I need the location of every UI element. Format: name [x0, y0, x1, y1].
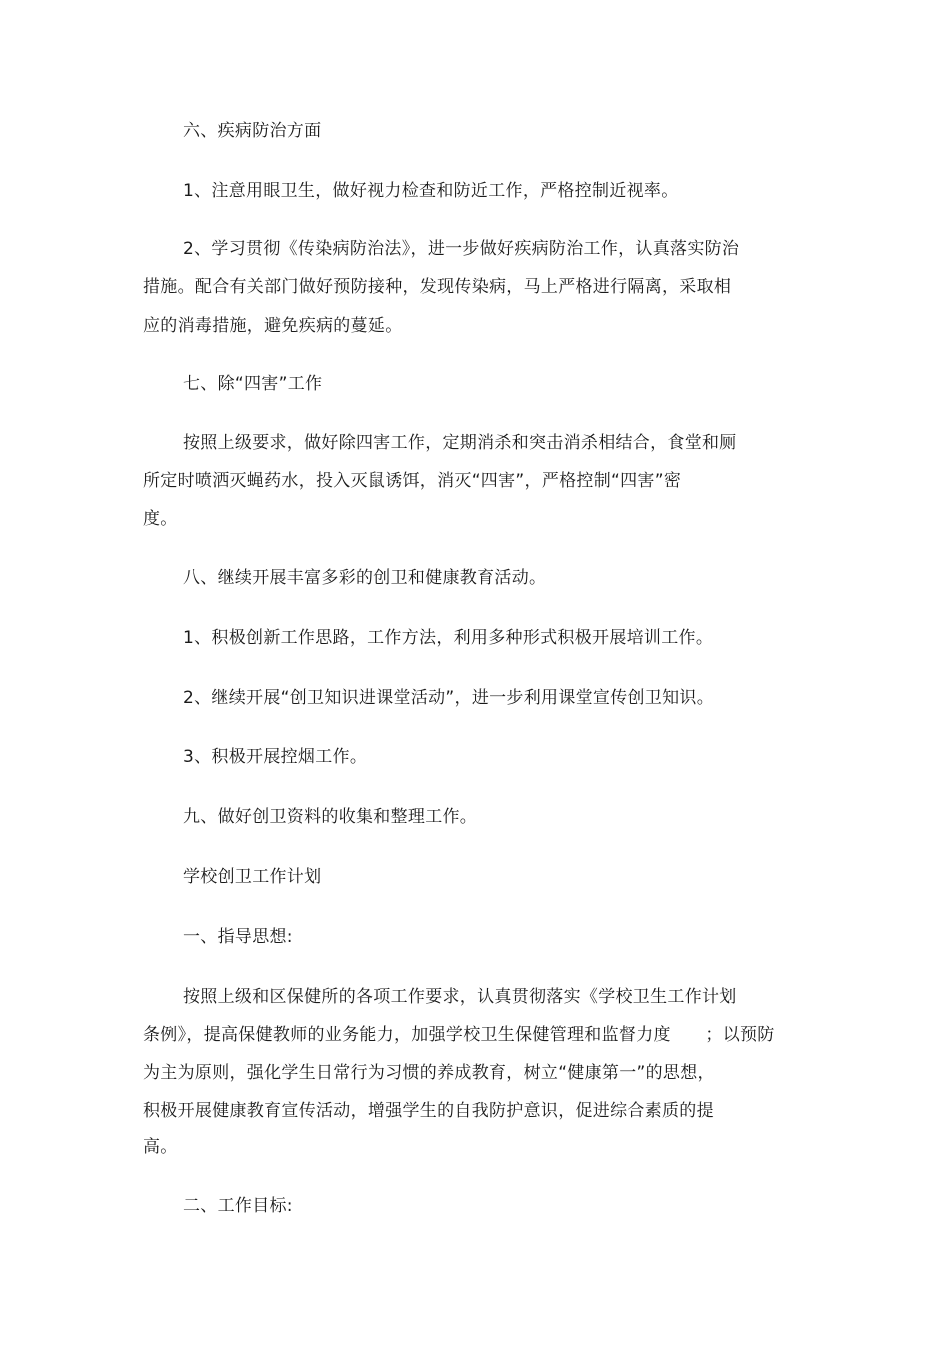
paragraph-line: 1、积极创新工作思路，工作方法，利用多种形式积极开展培训工作。: [183, 628, 714, 648]
paragraph-line: 2、学习贯彻《传染病防治法》，进一步做好疾病防治工作，认真落实防治: [183, 239, 740, 259]
paragraph-line: 按照上级和区保健所的各项工作要求，认真贯彻落实《学校卫生工作计划: [183, 987, 737, 1007]
paragraph-line: 条例》，提高保健教师的业务能力，加强学校卫生保健管理和监督力度 ；以预防: [143, 1025, 775, 1045]
paragraph-line: 应的消毒措施，避免疾病的蔓延。: [143, 316, 403, 336]
heading-two: 二、工作目标:: [183, 1196, 293, 1216]
paragraph-line: 2、继续开展“创卫知识进课堂活动”，进一步利用课堂宣传创卫知识。: [183, 688, 715, 708]
paragraph-line: 高。: [143, 1137, 178, 1157]
paragraph-line: 度。: [143, 509, 178, 529]
paragraph-line: 按照上级要求，做好除四害工作，定期消杀和突击消杀相结合，食堂和厕: [183, 433, 737, 453]
heading-seven: 七、除“四害”工作: [183, 374, 323, 394]
paragraph-line: 3、积极开展控烟工作。: [183, 747, 368, 767]
heading-six: 六、疾病防治方面: [183, 121, 322, 141]
section-title: 学校创卫工作计划: [183, 867, 322, 887]
paragraph-line: 1、注意用眼卫生，做好视力检查和防近工作，严格控制近视率。: [183, 181, 679, 201]
paragraph-line: 积极开展健康教育宣传活动，增强学生的自我防护意识，促进综合素质的提: [143, 1101, 714, 1121]
heading-nine: 九、做好创卫资料的收集和整理工作。: [183, 807, 478, 827]
heading-one: 一、指导思想:: [183, 927, 293, 947]
paragraph-line: 措施。配合有关部门做好预防接种，发现传染病，马上严格进行隔离，采取相: [143, 277, 732, 297]
paragraph-line: 为主为原则，强化学生日常行为习惯的养成教育，树立“健康第一”的思想，: [143, 1063, 715, 1083]
heading-eight: 八、继续开展丰富多彩的创卫和健康教育活动。: [183, 568, 547, 588]
paragraph-line: 所定时喷洒灭蝇药水，投入灭鼠诱饵，消灭“四害”，严格控制“四害”密: [143, 471, 682, 491]
